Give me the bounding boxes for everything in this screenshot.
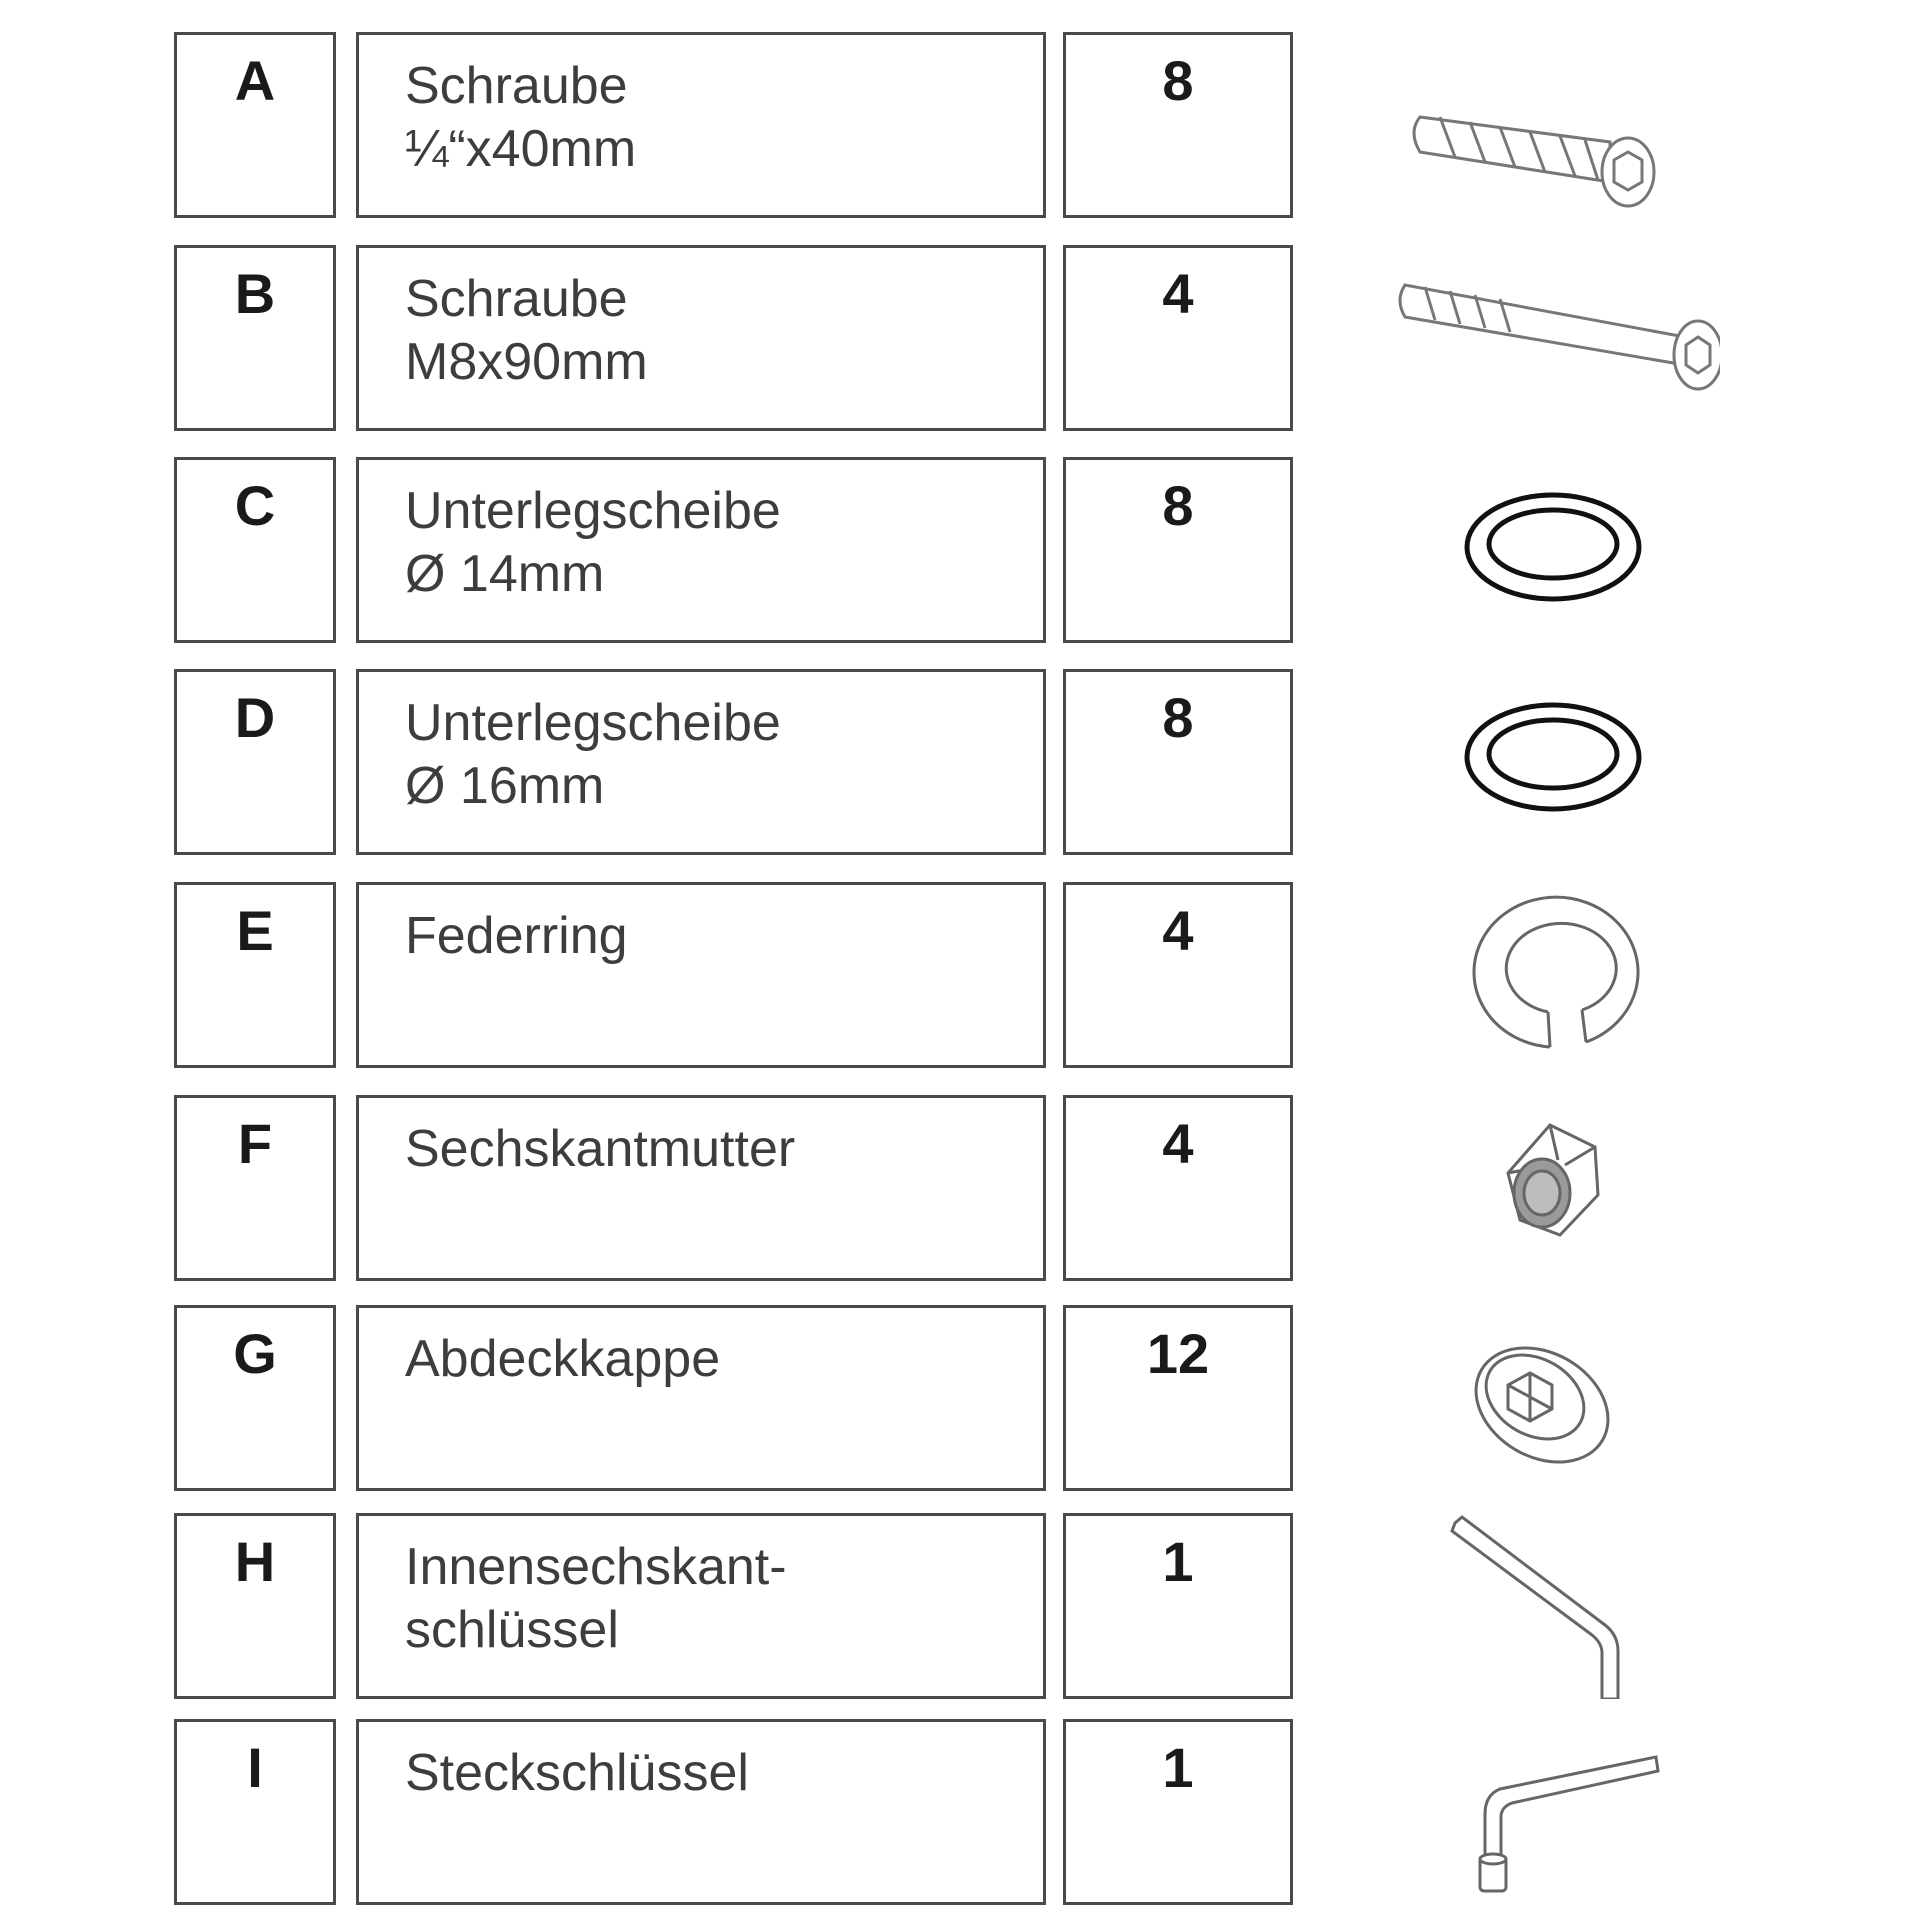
part-quantity: 8	[1162, 474, 1194, 537]
socket-wrench-icon	[1380, 1719, 1720, 1905]
part-description-cell	[356, 245, 1046, 431]
part-quantity-cell	[1063, 457, 1293, 643]
part-quantity-cell	[1063, 245, 1293, 431]
part-letter-cell	[174, 1719, 336, 1905]
part-name: Unterlegscheibe	[405, 694, 781, 752]
part-letter-cell	[174, 457, 336, 643]
part-quantity-cell	[1063, 1305, 1293, 1491]
part-quantity-cell	[1063, 882, 1293, 1068]
long-screw-icon	[1380, 245, 1720, 431]
part-quantity-cell	[1063, 1513, 1293, 1699]
part-quantity: 8	[1162, 686, 1194, 749]
part-description-cell	[356, 1095, 1046, 1281]
part-quantity-cell	[1063, 1095, 1293, 1281]
part-name: Innensechskant-	[405, 1538, 787, 1596]
spring-washer-icon	[1380, 882, 1720, 1068]
part-description-cell	[356, 32, 1046, 218]
part-row-a	[0, 32, 1920, 222]
part-letter-cell	[174, 32, 336, 218]
part-letter: C	[234, 474, 276, 537]
screw-icon	[1380, 32, 1720, 218]
part-name: Federring	[405, 907, 628, 965]
part-spec: Ø 16mm	[405, 757, 605, 815]
part-quantity: 4	[1162, 899, 1194, 962]
part-letter: G	[233, 1322, 277, 1385]
part-quantity-cell	[1063, 669, 1293, 855]
part-row-f	[0, 1095, 1920, 1285]
part-quantity: 1	[1162, 1530, 1194, 1593]
part-letter: A	[234, 49, 276, 112]
part-letter-cell	[174, 245, 336, 431]
hex-nut-icon	[1380, 1095, 1720, 1281]
part-letter-cell	[174, 669, 336, 855]
part-quantity: 4	[1162, 1112, 1194, 1175]
part-spec: schlüssel	[405, 1601, 619, 1659]
part-name: Schraube	[405, 57, 628, 115]
part-name: Abdeckkappe	[405, 1330, 721, 1388]
part-letter: I	[247, 1736, 263, 1799]
part-row-d	[0, 669, 1920, 859]
part-quantity: 8	[1162, 49, 1194, 112]
part-row-g	[0, 1305, 1920, 1495]
part-letter: B	[234, 262, 276, 325]
part-quantity: 4	[1162, 262, 1194, 325]
part-letter-cell	[174, 1095, 336, 1281]
part-spec: ¼“x40mm	[405, 120, 637, 178]
part-letter: F	[237, 1112, 273, 1175]
part-row-i	[0, 1719, 1920, 1909]
part-spec: M8x90mm	[405, 333, 648, 391]
part-letter-cell	[174, 1305, 336, 1491]
part-description-cell	[356, 1305, 1046, 1491]
part-row-e	[0, 882, 1920, 1072]
part-description-cell	[356, 1719, 1046, 1905]
part-description-cell	[356, 669, 1046, 855]
washer-icon	[1380, 669, 1720, 855]
allen-key-icon	[1380, 1513, 1720, 1699]
part-name: Unterlegscheibe	[405, 482, 781, 540]
part-description-cell	[356, 882, 1046, 1068]
cover-cap-icon	[1380, 1305, 1720, 1491]
part-quantity: 12	[1146, 1322, 1210, 1385]
part-description-cell	[356, 1513, 1046, 1699]
part-spec: Ø 14mm	[405, 545, 605, 603]
part-letter: D	[234, 686, 276, 749]
part-row-b	[0, 245, 1920, 435]
part-quantity-cell	[1063, 32, 1293, 218]
part-description-cell	[356, 457, 1046, 643]
part-quantity: 1	[1162, 1736, 1194, 1799]
part-name: Sechskantmutter	[405, 1120, 796, 1178]
part-row-h	[0, 1513, 1920, 1703]
part-letter: H	[234, 1530, 276, 1593]
part-letter-cell	[174, 882, 336, 1068]
part-row-c	[0, 457, 1920, 647]
part-letter-cell	[174, 1513, 336, 1699]
part-name: Steckschlüssel	[405, 1744, 749, 1802]
part-quantity-cell	[1063, 1719, 1293, 1905]
part-letter: E	[236, 899, 274, 962]
part-name: Schraube	[405, 270, 628, 328]
washer-icon	[1380, 457, 1720, 643]
